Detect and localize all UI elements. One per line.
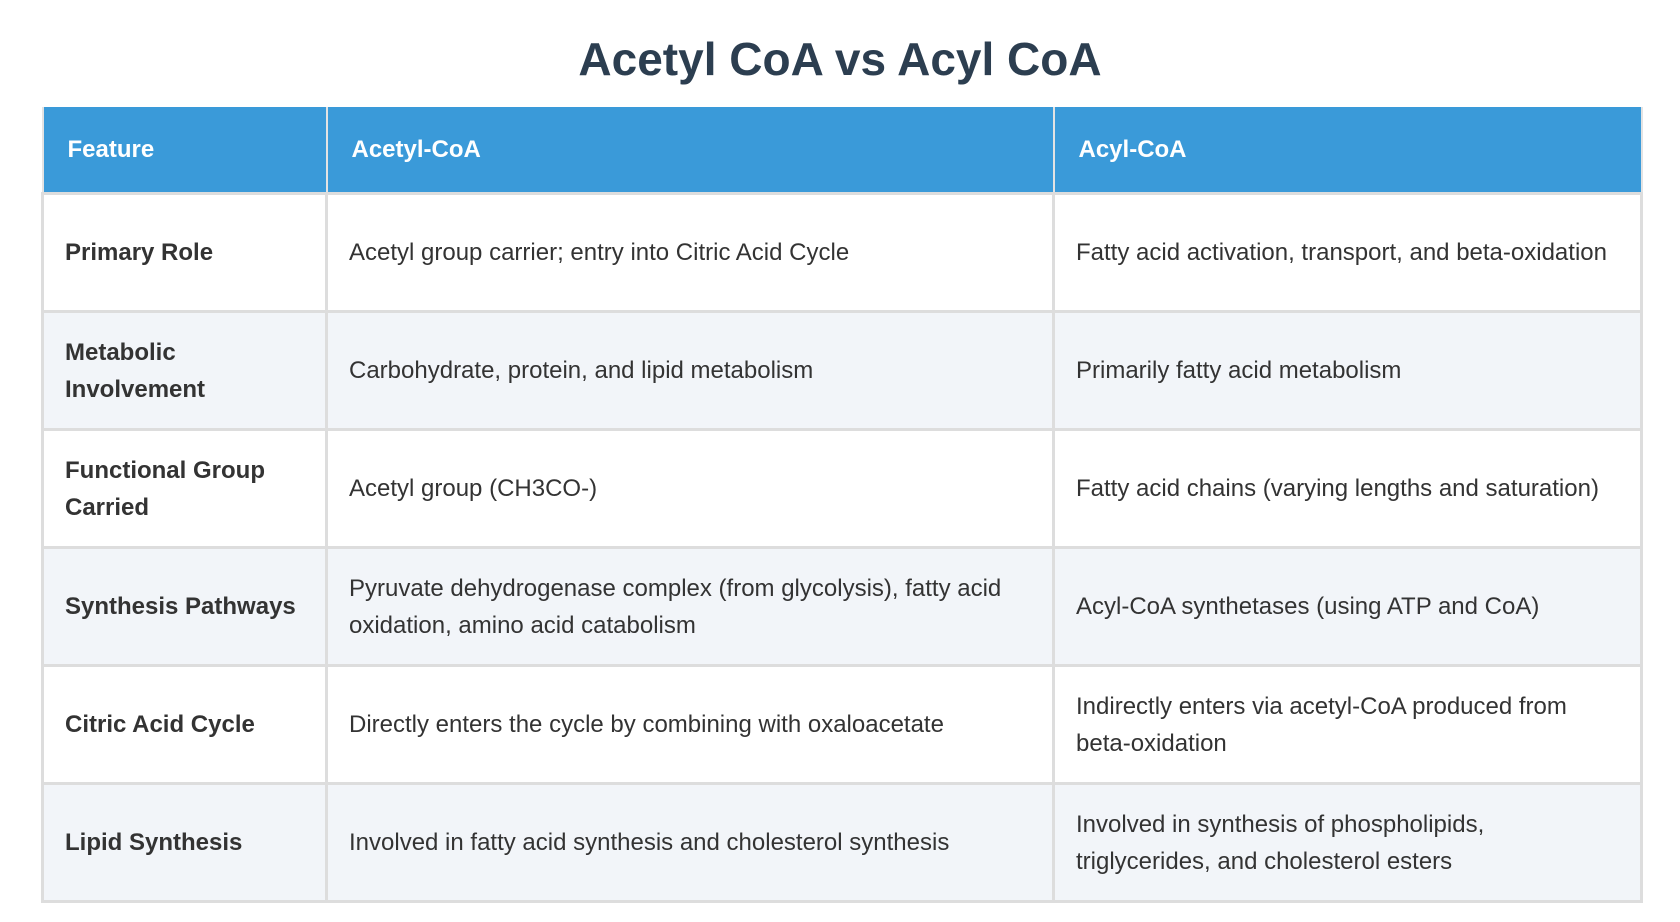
header-acetyl-coa: Acetyl-CoA [327,107,1054,194]
table-row [43,548,1642,666]
feature-cell: Citric Acid Cycle [43,666,327,784]
table-row [43,194,1642,312]
acyl-coa-cell: Acyl-CoA synthetases (using ATP and CoA) [1054,548,1642,666]
feature-cell: Synthesis Pathways [43,548,327,666]
acyl-coa-cell: Primarily fatty acid metabolism [1054,312,1642,430]
acetyl-coa-cell: Carbohydrate, protein, and lipid metabolism [327,312,1054,430]
feature-cell: Functional Group Carried [43,430,327,548]
acetyl-coa-cell: Acetyl group (CH3CO-) [327,430,1054,548]
acetyl-coa-cell: Involved in fatty acid synthesis and cholesterol synthesis [327,784,1054,902]
feature-cell: Primary Role [43,194,327,312]
acetyl-coa-cell: Directly enters the cycle by combining with oxaloacetate [327,666,1054,784]
comparison-table [41,107,1643,903]
acetyl-coa-cell: Pyruvate dehydrogenase complex (from glycolysis), fatty acid oxidation, amino acid catabolism [327,548,1054,666]
table-row [43,430,1642,548]
comparison-table-container [41,107,1640,903]
table-header-row [43,107,1642,194]
acyl-coa-cell: Involved in synthesis of phospholipids, triglycerides, and cholesterol esters [1054,784,1642,902]
header-acyl-coa: Acyl-CoA [1054,107,1642,194]
page-title: Acetyl CoA vs Acyl CoA [578,33,1102,85]
acetyl-coa-cell: Acetyl group carrier; entry into Citric Acid Cycle [327,194,1054,312]
table-row [43,312,1642,430]
acyl-coa-cell: Fatty acid activation, transport, and beta-oxidation [1054,194,1642,312]
acyl-coa-cell: Indirectly enters via acetyl-CoA produced from beta-oxidation [1054,666,1642,784]
header-feature: Feature [43,107,327,194]
acyl-coa-cell: Fatty acid chains (varying lengths and saturation) [1054,430,1642,548]
table-row [43,784,1642,902]
table-row [43,666,1642,784]
feature-cell: Metabolic Involvement [43,312,327,430]
feature-cell: Lipid Synthesis [43,784,327,902]
